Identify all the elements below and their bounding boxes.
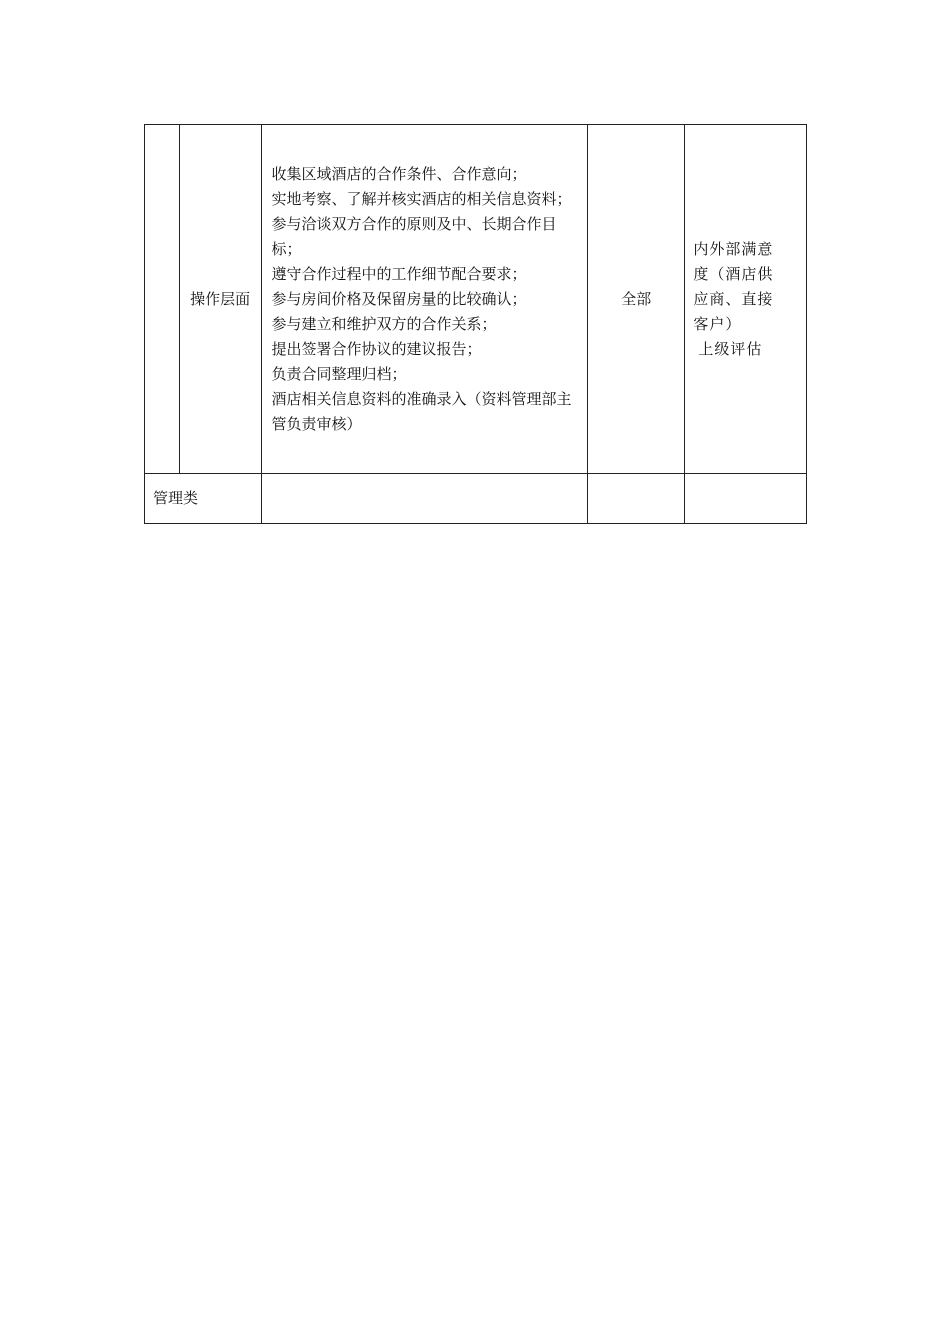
evaluation-line: 内外部满意 [693,239,774,258]
management-category-label: 管理类 [153,489,199,507]
operation-level-row [145,125,807,474]
evaluation-line: 应商、直接 [693,289,774,308]
duty-item: 实地考察、了解并核实酒店的相关信息资料； [271,189,572,208]
duty-item: 收集区域酒店的合作条件、合作意向； [271,164,527,183]
management-scope-cell [587,474,684,524]
management-evaluation-cell [685,474,807,524]
duty-item: 参与建立和维护双方的合作关系； [271,314,497,333]
category-blank-cell [145,125,180,474]
scope-cell [587,125,684,474]
management-duties-cell [261,474,587,524]
management-category-cell [145,474,262,524]
job-duties-table [144,124,807,524]
duty-item: 遵守合作过程中的工作细节配合要求； [271,264,527,283]
scope-value: 全部 [621,289,652,308]
level-label: 操作层面 [190,289,251,308]
duty-item: 负责合同整理归档； [271,364,407,383]
level-cell [180,125,261,474]
duty-item: 参与房间价格及保留房量的比较确认； [271,289,527,308]
management-row [145,474,807,524]
duty-item: 提出签署合作协议的建议报告； [271,339,482,358]
evaluation-cell [685,125,807,474]
evaluation-line: 客户） [693,314,742,333]
evaluation-line: 上级评估 [698,339,763,358]
duty-item: 参与洽谈双方合作的原则及中、长期合作目标； [271,214,557,258]
duty-item: 酒店相关信息资料的准确录入（资料管理部主管负责审核） [271,389,572,433]
evaluation-line: 度（酒店供 [693,264,774,283]
duties-cell [261,125,587,474]
